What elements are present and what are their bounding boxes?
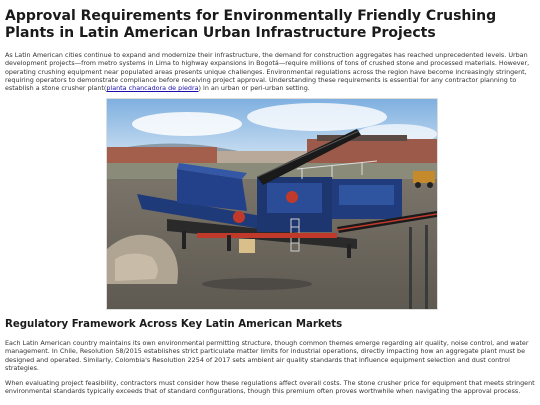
intro-text-start: As Latin American cities continue to expand and modernize their infrastructure, the demand for construction aggregates has reached unprecedented levels. Urban development projects—from metro systems in Lima to highway expansions in Bogotá—require millions of tons of crushed stone and processed materials. However, operating crushing equipment near populated areas presents unique challenges. Environmental regulations across the region have become increasingly stringent, requiring operators to demonstrate compliance before receiving project approval. Understanding these requirements is essential for any contractor planning to establish a stone crusher plant( — [5, 51, 530, 93]
article-title: Approval Requirements for Environmentally Friendly Crushing Plants in Latin American Urban Infrastructure Projects — [5, 8, 497, 41]
crusher-plant-link[interactable]: planta chancadora de piedra — [106, 84, 199, 93]
crushing-plant-photo — [106, 98, 438, 310]
intro-text-end: ) in an urban or peri-urban setting. — [198, 84, 310, 93]
intro-paragraph — [5, 51, 535, 92]
cost-paragraph: When evaluating project feasibility, contractors must consider how these regulations affect overall costs. The stone crusher price for equipment that meets stringent environmental standards typically exceeds that of standard configurations, though this premium often proves worthwhile when navigating the approval process. — [5, 379, 535, 396]
regulatory-paragraph: Each Latin American country maintains its own environmental permitting structure, though common themes emerge regarding air quality, noise control, and water management. In Chile, Resolution 58/2015 establishes strict particulate matter limits for industrial operations, directly impacting how an aggregate plant must be designed and operated. Similarly, Colombia's Resolution 2254 of 2017 sets ambient air quality standards that influence equipment selection and dust control strategies. — [5, 339, 529, 372]
section-heading: Regulatory Framework Across Key Latin American Markets — [5, 319, 343, 330]
